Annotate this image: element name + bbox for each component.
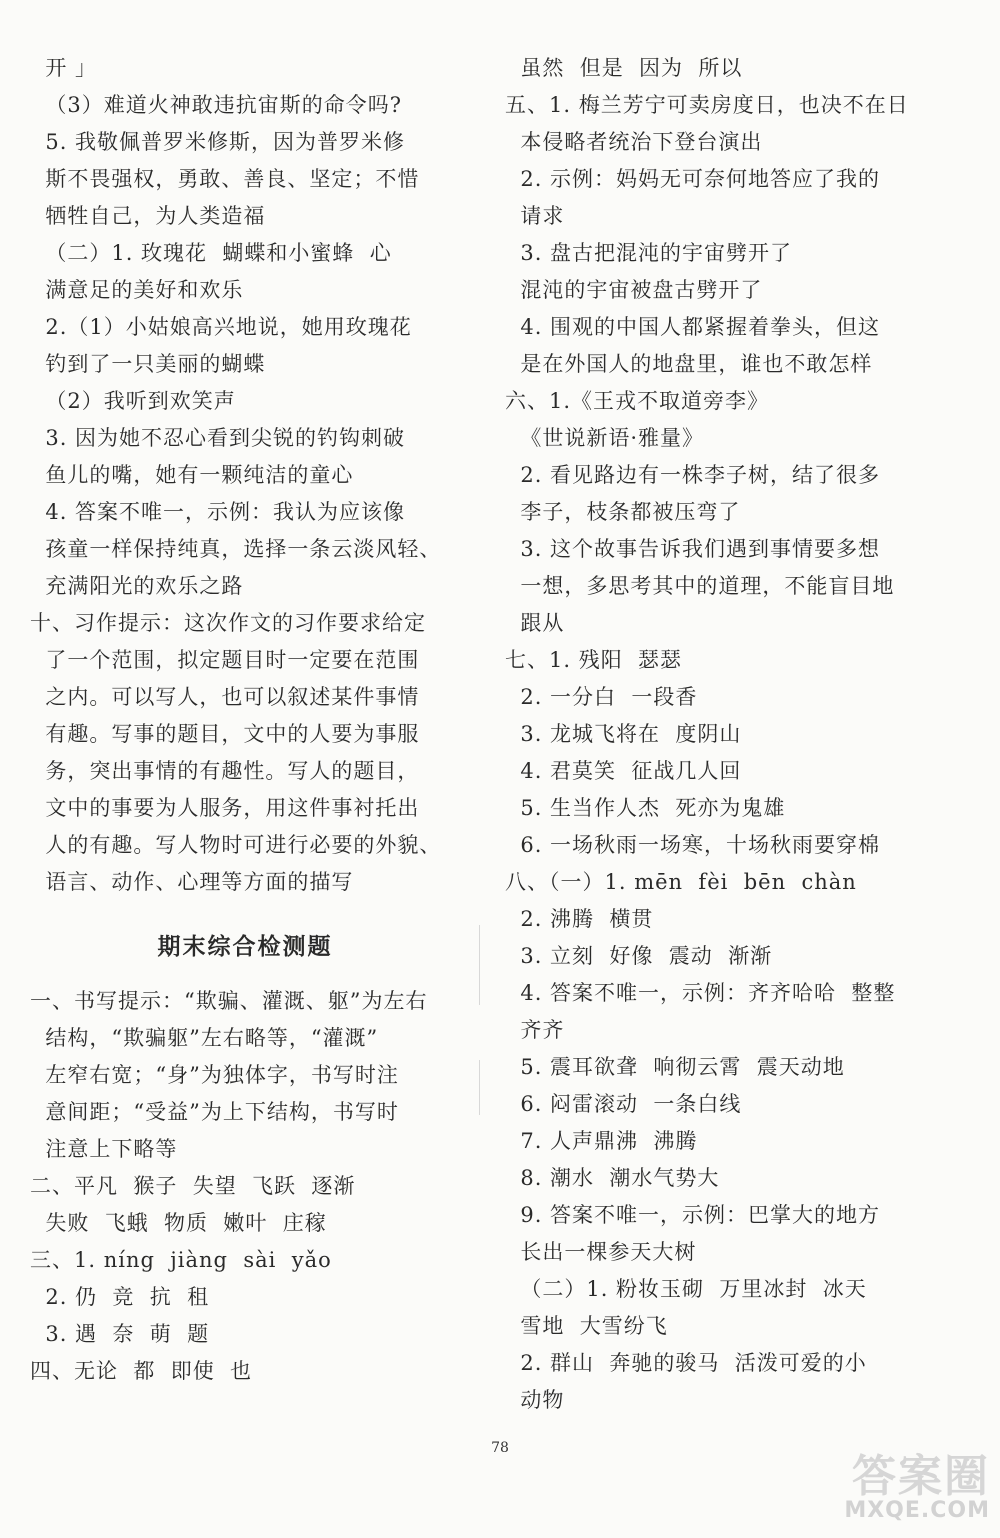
answer-line: 5. 震耳欲聋 响彻云霄 震天动地 (505, 1055, 845, 1079)
answer-line: 请求 (505, 204, 565, 228)
answer-line: 2.（1）小姑娘高兴地说，她用玫瑰花 (30, 315, 412, 339)
answer-line: 失败 飞蛾 物质 嫩叶 庄稼 (30, 1211, 327, 1235)
answer-line: 混沌的宇宙被盘古劈开了 (505, 278, 763, 302)
answer-line: 结构，“欺骗躯”左右略等，“灌溉” (30, 1026, 379, 1050)
answer-line: 充满阳光的欢乐之路 (30, 574, 244, 598)
answer-line: 有趣。写事的题目，文中的人要为事服 (30, 722, 420, 746)
answer-line: 务，突出事情的有趣性。写人的题目， (30, 759, 420, 783)
answer-line: 意间距；“受益”为上下结构，书写时 (30, 1100, 399, 1124)
answer-line: 了一个范围，拟定题目时一定要在范围 (30, 648, 420, 672)
answer-line: 2. 看见路边有一株李子树，结了很多 (505, 463, 881, 487)
answer-line: 2. 沸腾 横贯 (505, 907, 654, 931)
answer-line: 四、无论 都 即使 也 (30, 1359, 253, 1383)
answer-line: 动物 (505, 1388, 565, 1412)
answer-line: 4. 答案不唯一，示例：我认为应该像 (30, 500, 406, 524)
section-heading: 期末综合检测题 (157, 934, 333, 960)
column-divider-lower (479, 1060, 480, 1115)
answer-line: 六、1.《王戎不取道旁李》 (505, 389, 770, 413)
watermark-title: 答案圈 (852, 1451, 990, 1502)
answer-line: 语言、动作、心理等方面的描写 (30, 870, 354, 894)
answer-line: 注意上下略等 (30, 1137, 178, 1161)
answer-line: 一、书写提示：“欺骗、灌溉、躯”为左右 (30, 989, 428, 1013)
answer-line: 4. 君莫笑 征战几人回 (505, 759, 742, 783)
answer-line: 牺牲自己，为人类造福 (30, 204, 266, 228)
answer-line: 6. 一场秋雨一场寒，十场秋雨要穿棉 (505, 833, 881, 857)
answer-line: （二）1. 粉妆玉砌 万里冰封 冰天 (505, 1277, 867, 1301)
answer-line: 2. 群山 奔驰的骏马 活泼可爱的小 (505, 1351, 867, 1375)
answer-line: （3）难道火神敢违抗宙斯的命令吗? (30, 93, 402, 117)
answer-line: 2. 仍 竞 抗 租 (30, 1285, 210, 1309)
answer-line: 鱼儿的嘴，她有一颗纯洁的童心 (30, 463, 354, 487)
answer-line: 3. 盘古把混沌的宇宙劈开了 (505, 241, 793, 265)
answer-line: 十、习作提示：这次作文的习作要求给定 (30, 611, 426, 635)
answer-line: 7. 人声鼎沸 沸腾 (505, 1129, 698, 1153)
answer-line: 满意足的美好和欢乐 (30, 278, 244, 302)
answer-line: 《世说新语·雅量》 (505, 426, 705, 450)
watermark-url: MXQE.COM (844, 1498, 990, 1523)
answer-line: 长出一棵参天大树 (505, 1240, 697, 1264)
answer-line: 齐齐 (505, 1018, 565, 1042)
answer-line: 雪地 大雪纷飞 (505, 1314, 668, 1338)
watermark (820, 1440, 990, 1530)
answer-line: 五、1. 梅兰芳宁可卖房度日，也决不在日 (505, 93, 909, 117)
answer-line: 一想，多思考其中的道理，不能盲目地 (505, 574, 895, 598)
answer-line: 3. 龙城飞将在 度阴山 (505, 722, 742, 746)
answer-line: 虽然 但是 因为 所以 (505, 56, 743, 80)
answer-line: （2）我听到欢笑声 (30, 389, 236, 413)
answer-line: 人的有趣。写人物时可进行必要的外貌、 (30, 833, 442, 857)
answer-line: 5. 生当作人杰 死亦为鬼雄 (505, 796, 786, 820)
answer-line: 4. 围观的中国人都紧握着拳头，但这 (505, 315, 881, 339)
answer-line: 本侵略者统治下登台演出 (505, 130, 763, 154)
right-column (505, 50, 945, 1419)
answer-line: 3. 遇 奈 萌 题 (30, 1322, 210, 1346)
answer-line: 文中的事要为人服务，用这件事衬托出 (30, 796, 420, 820)
answer-line: 之内。可以写人，也可以叙述某件事情 (30, 685, 420, 709)
answer-line: 4. 答案不唯一，示例：齐齐哈哈 整整 (505, 981, 896, 1005)
answer-line: 是在外国人的地盘里，谁也不敢怎样 (505, 352, 873, 376)
column-divider (479, 925, 480, 1005)
answer-line: 孩童一样保持纯真，选择一条云淡风轻、 (30, 537, 442, 561)
answer-line: 三、1. níng jiàng sài yǎo (30, 1248, 332, 1272)
answer-line: 开 」 (30, 56, 98, 80)
answer-line: 9. 答案不唯一，示例：巴掌大的地方 (505, 1203, 881, 1227)
answer-line: 5. 我敬佩普罗米修斯，因为普罗米修 (30, 130, 406, 154)
answer-line: 八、（一）1. mēn fèi bēn chàn (505, 870, 857, 894)
answer-line: 钓到了一只美丽的蝴蝶 (30, 352, 266, 376)
answer-line: 二、平凡 猴子 失望 飞跃 逐渐 (30, 1174, 356, 1198)
answer-line: 8. 潮水 潮水气势大 (505, 1166, 720, 1190)
answer-line: 斯不畏强权，勇敢、善良、坚定；不惜 (30, 167, 420, 191)
answer-line: 七、1. 残阳 瑟瑟 (505, 648, 683, 672)
answer-line: 2. 示例：妈妈无可奈何地答应了我的 (505, 167, 881, 191)
answer-line: 6. 闷雷滚动 一条白线 (505, 1092, 742, 1116)
answer-line: 3. 立刻 好像 震动 渐渐 (505, 944, 773, 968)
answer-line: 3. 因为她不忍心看到尖锐的钓钩刺破 (30, 426, 406, 450)
answer-line: 2. 一分白 一段香 (505, 685, 698, 709)
answer-line: 李子，枝条都被压弯了 (505, 500, 741, 524)
answer-line: 3. 这个故事告诉我们遇到事情要多想 (505, 537, 881, 561)
page-number: 78 (491, 1440, 509, 1456)
answer-line: 左窄右宽；“身”为独体字，书写时注 (30, 1063, 399, 1087)
answer-line: （二）1. 玫瑰花 蝴蝶和小蜜蜂 心 (30, 241, 392, 265)
left-column (30, 50, 460, 1390)
answer-line: 跟从 (505, 611, 565, 635)
